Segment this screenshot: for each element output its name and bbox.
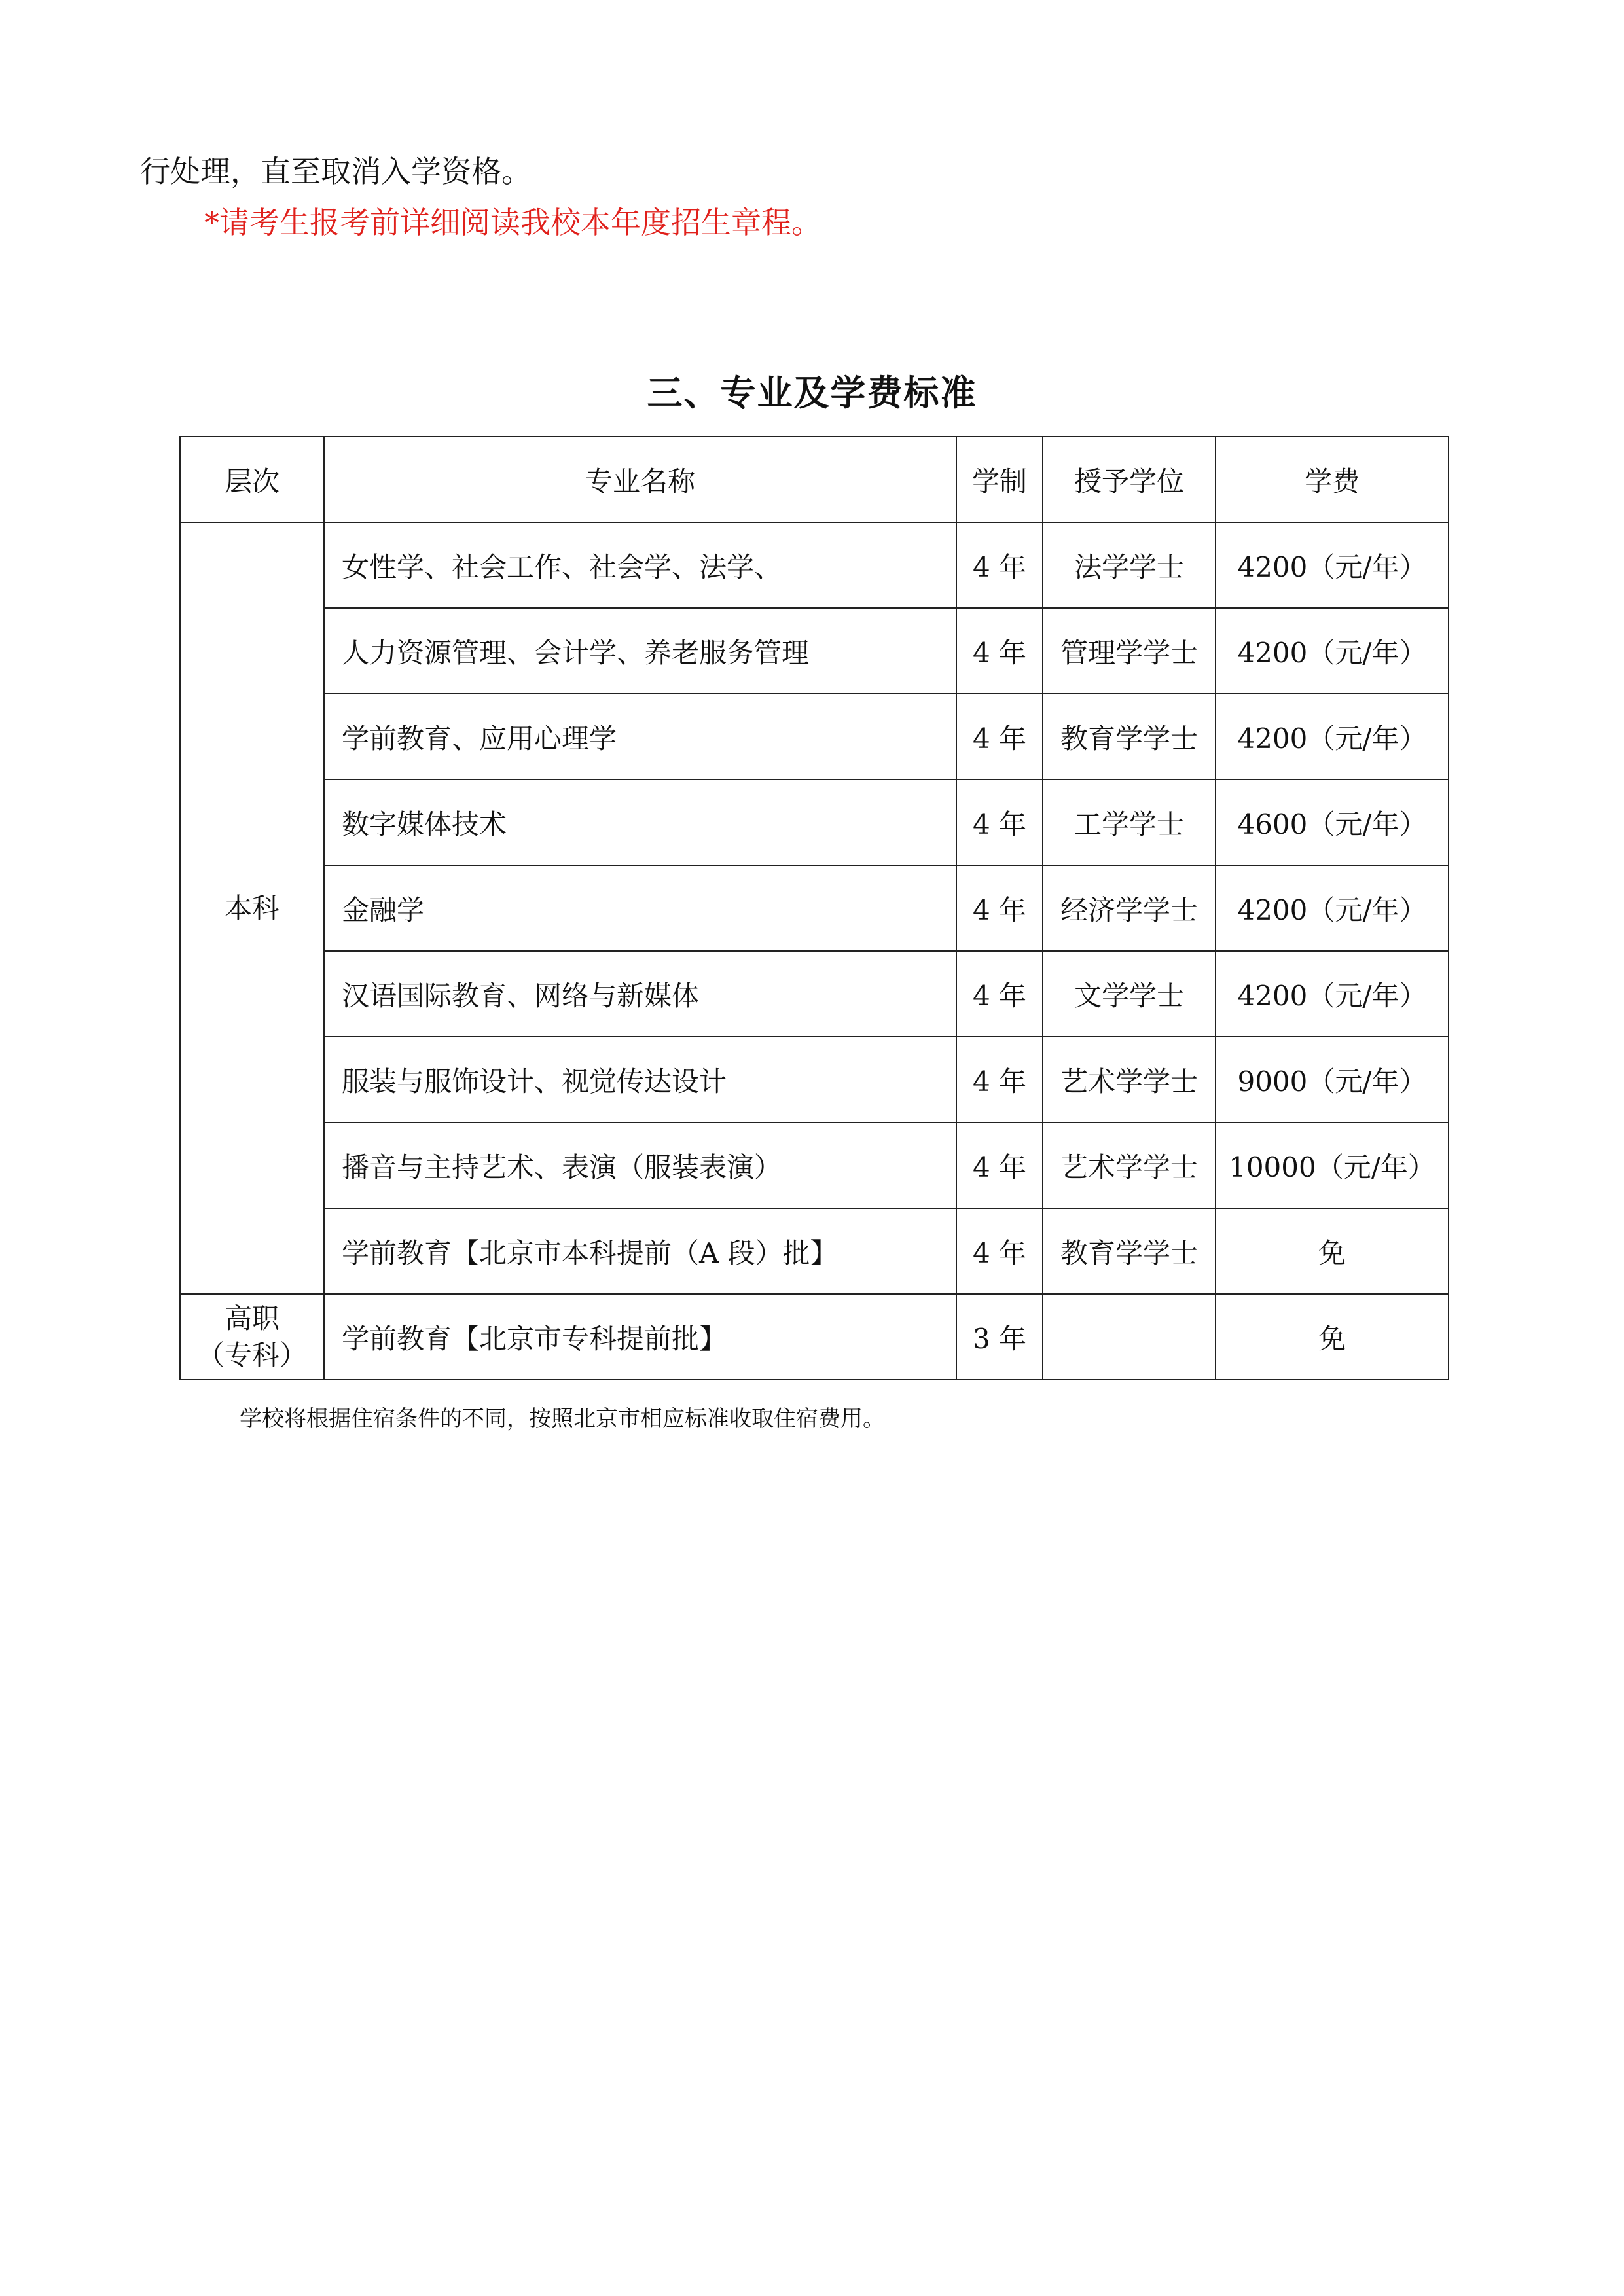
- major-cell: 服装与服饰设计、视觉传达设计: [324, 1037, 956, 1122]
- level-undergraduate: 本科: [180, 522, 324, 1294]
- duration-cell: 4 年: [956, 865, 1043, 951]
- degree-cell: 艺术学学士: [1043, 1122, 1216, 1208]
- table-row: [180, 865, 1449, 951]
- degree-cell: 艺术学学士: [1043, 1037, 1216, 1122]
- fee-cell: 免: [1216, 1294, 1449, 1380]
- table-row: [180, 1037, 1449, 1122]
- header-major: 专业名称: [324, 437, 956, 522]
- admission-notice: *请考生报考前详细阅读我校本年度招生章程。: [204, 205, 821, 240]
- paragraph-continuation: 行处理，直至取消入学资格。: [140, 154, 532, 189]
- table-row: [180, 694, 1449, 780]
- degree-cell: [1043, 1294, 1216, 1380]
- header-duration: 学制: [956, 437, 1043, 522]
- table-row: [180, 608, 1449, 694]
- fee-cell: 4200（元/年）: [1216, 522, 1449, 608]
- degree-cell: 教育学学士: [1043, 694, 1216, 780]
- fee-cell: 4200（元/年）: [1216, 608, 1449, 694]
- table-row: [180, 951, 1449, 1037]
- major-cell: 播音与主持艺术、表演（服装表演）: [324, 1122, 956, 1208]
- fee-cell: 免: [1216, 1208, 1449, 1294]
- level-vocational-line2: （专科）: [196, 1338, 307, 1371]
- section-title: 三、专业及学费标准: [647, 372, 977, 414]
- fee-cell: 4200（元/年）: [1216, 865, 1449, 951]
- major-cell: 学前教育【北京市专科提前批】: [324, 1294, 956, 1380]
- fee-cell: 4600（元/年）: [1216, 780, 1449, 865]
- duration-cell: 4 年: [956, 522, 1043, 608]
- fee-cell: 4200（元/年）: [1216, 694, 1449, 780]
- major-cell: 学前教育、应用心理学: [324, 694, 956, 780]
- fee-cell: 10000（元/年）: [1216, 1122, 1449, 1208]
- housing-fee-footnote: 学校将根据住宿条件的不同，按照北京市相应标准收取住宿费用。: [240, 1406, 885, 1432]
- table-row: [180, 1294, 1449, 1380]
- major-cell: 女性学、社会工作、社会学、法学、: [324, 522, 956, 608]
- table-header-row: [180, 437, 1449, 522]
- degree-cell: 教育学学士: [1043, 1208, 1216, 1294]
- degree-cell: 工学学士: [1043, 780, 1216, 865]
- header-degree: 授予学位: [1043, 437, 1216, 522]
- duration-cell: 4 年: [956, 951, 1043, 1037]
- major-cell: 人力资源管理、会计学、养老服务管理: [324, 608, 956, 694]
- header-level: 层次: [180, 437, 324, 522]
- duration-cell: 4 年: [956, 780, 1043, 865]
- tuition-table: [179, 436, 1449, 1380]
- duration-cell: 4 年: [956, 608, 1043, 694]
- duration-cell: 4 年: [956, 1122, 1043, 1208]
- degree-cell: 经济学学士: [1043, 865, 1216, 951]
- degree-cell: 文学学士: [1043, 951, 1216, 1037]
- major-cell: 金融学: [324, 865, 956, 951]
- duration-cell: 3 年: [956, 1294, 1043, 1380]
- level-vocational: [180, 1294, 324, 1380]
- degree-cell: 法学学士: [1043, 522, 1216, 608]
- table-row: [180, 780, 1449, 865]
- fee-cell: 4200（元/年）: [1216, 951, 1449, 1037]
- duration-cell: 4 年: [956, 1208, 1043, 1294]
- major-cell: 数字媒体技术: [324, 780, 956, 865]
- header-fee: 学费: [1216, 437, 1449, 522]
- duration-cell: 4 年: [956, 1037, 1043, 1122]
- major-cell: 学前教育【北京市本科提前（A 段）批】: [324, 1208, 956, 1294]
- level-vocational-line1: 高职: [224, 1302, 280, 1335]
- table-row: [180, 522, 1449, 608]
- major-cell: 汉语国际教育、网络与新媒体: [324, 951, 956, 1037]
- duration-cell: 4 年: [956, 694, 1043, 780]
- table-row: [180, 1122, 1449, 1208]
- fee-cell: 9000（元/年）: [1216, 1037, 1449, 1122]
- degree-cell: 管理学学士: [1043, 608, 1216, 694]
- table-row: [180, 1208, 1449, 1294]
